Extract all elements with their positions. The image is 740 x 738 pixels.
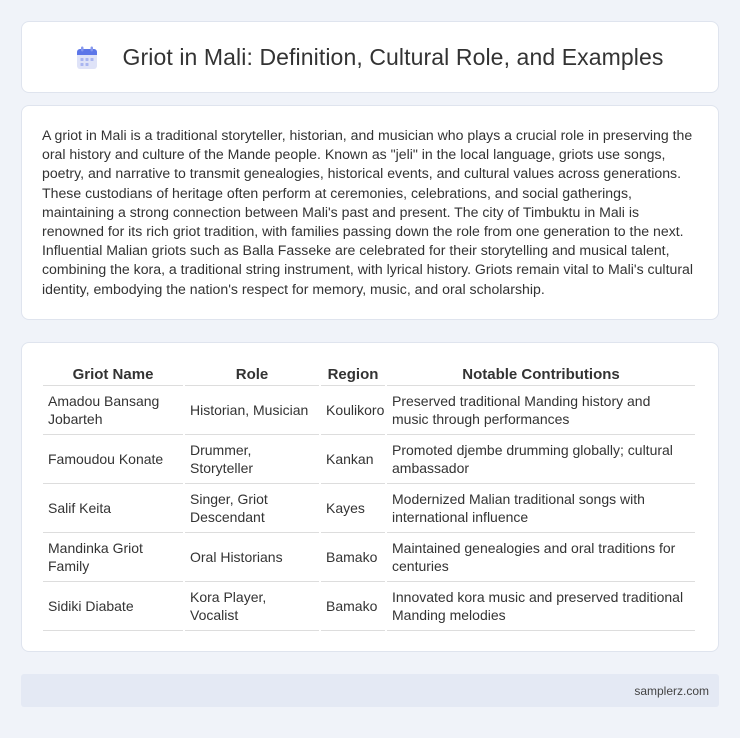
page-title: Griot in Mali: Definition, Cultural Role, and Examples xyxy=(122,43,664,70)
griot-name-cell: Sidiki Diabate xyxy=(43,582,183,631)
region-cell: Bamako xyxy=(321,533,385,582)
column-header: Region xyxy=(321,364,385,386)
role-cell: Kora Player, Vocalist xyxy=(185,582,319,631)
column-header: Notable Contributions xyxy=(387,364,695,386)
column-header: Role xyxy=(185,364,319,386)
contributions-cell: Promoted djembe drumming globally; cultural ambassador xyxy=(387,435,695,484)
header-card xyxy=(21,21,719,93)
table-row xyxy=(43,435,695,484)
region-cell: Bamako xyxy=(321,582,385,631)
role-cell: Drummer, Storyteller xyxy=(185,435,319,484)
contributions-cell: Modernized Malian traditional songs with international influence xyxy=(387,484,695,533)
table-card xyxy=(21,342,719,652)
griot-name-cell: Salif Keita xyxy=(43,484,183,533)
description-card xyxy=(21,105,719,320)
griot-name-cell: Mandinka Griot Family xyxy=(43,533,183,582)
table-row xyxy=(43,582,695,631)
griot-name-cell: Famoudou Konate xyxy=(43,435,183,484)
table-row xyxy=(43,533,695,582)
role-cell: Singer, Griot Descendant xyxy=(185,484,319,533)
contributions-cell: Preserved traditional Manding history and music through performances xyxy=(387,386,695,435)
role-cell: Historian, Musician xyxy=(185,386,319,435)
contributions-cell: Innovated kora music and preserved traditional Manding melodies xyxy=(387,582,695,631)
column-header: Griot Name xyxy=(43,364,183,386)
region-cell: Koulikoro xyxy=(321,386,385,435)
calendar-icon xyxy=(76,46,98,70)
contributions-cell: Maintained genealogies and oral traditions for centuries xyxy=(387,533,695,582)
description-text: A griot in Mali is a traditional storyteller, historian, and musician who plays a crucial role in preserving the oral history and culture of the Mande people. Known as "jeli" in the local language, griots use songs, poetry, and narrative to transmit genealogies, historical events, and cultural values across generations. These custodians of heritage often perform at ceremonies, celebrations, and social gatherings, maintaining a strong connection between Mali's past and present. The city of Timbuktu in Mali is renowned for its rich griot tradition, with families passing down the role from one generation to the next. Influential Malian griots such as Balla Fasseke are celebrated for their storytelling and musical talent, combining the kora, a traditional string instrument, with lyrical history. Griots remain vital to Mali's cultural identity, embodying the nation's respect for memory, music, and oral scholarship. xyxy=(42,127,693,297)
footer-bar xyxy=(21,674,719,707)
table-header-row xyxy=(43,364,695,386)
griot-table xyxy=(41,364,697,631)
region-cell: Kayes xyxy=(321,484,385,533)
role-cell: Oral Historians xyxy=(185,533,319,582)
footer-source[interactable]: samplerz.com xyxy=(634,683,709,698)
region-cell: Kankan xyxy=(321,435,385,484)
griot-name-cell: Amadou Bansang Jobarteh xyxy=(43,386,183,435)
table-row xyxy=(43,386,695,435)
table-row xyxy=(43,484,695,533)
